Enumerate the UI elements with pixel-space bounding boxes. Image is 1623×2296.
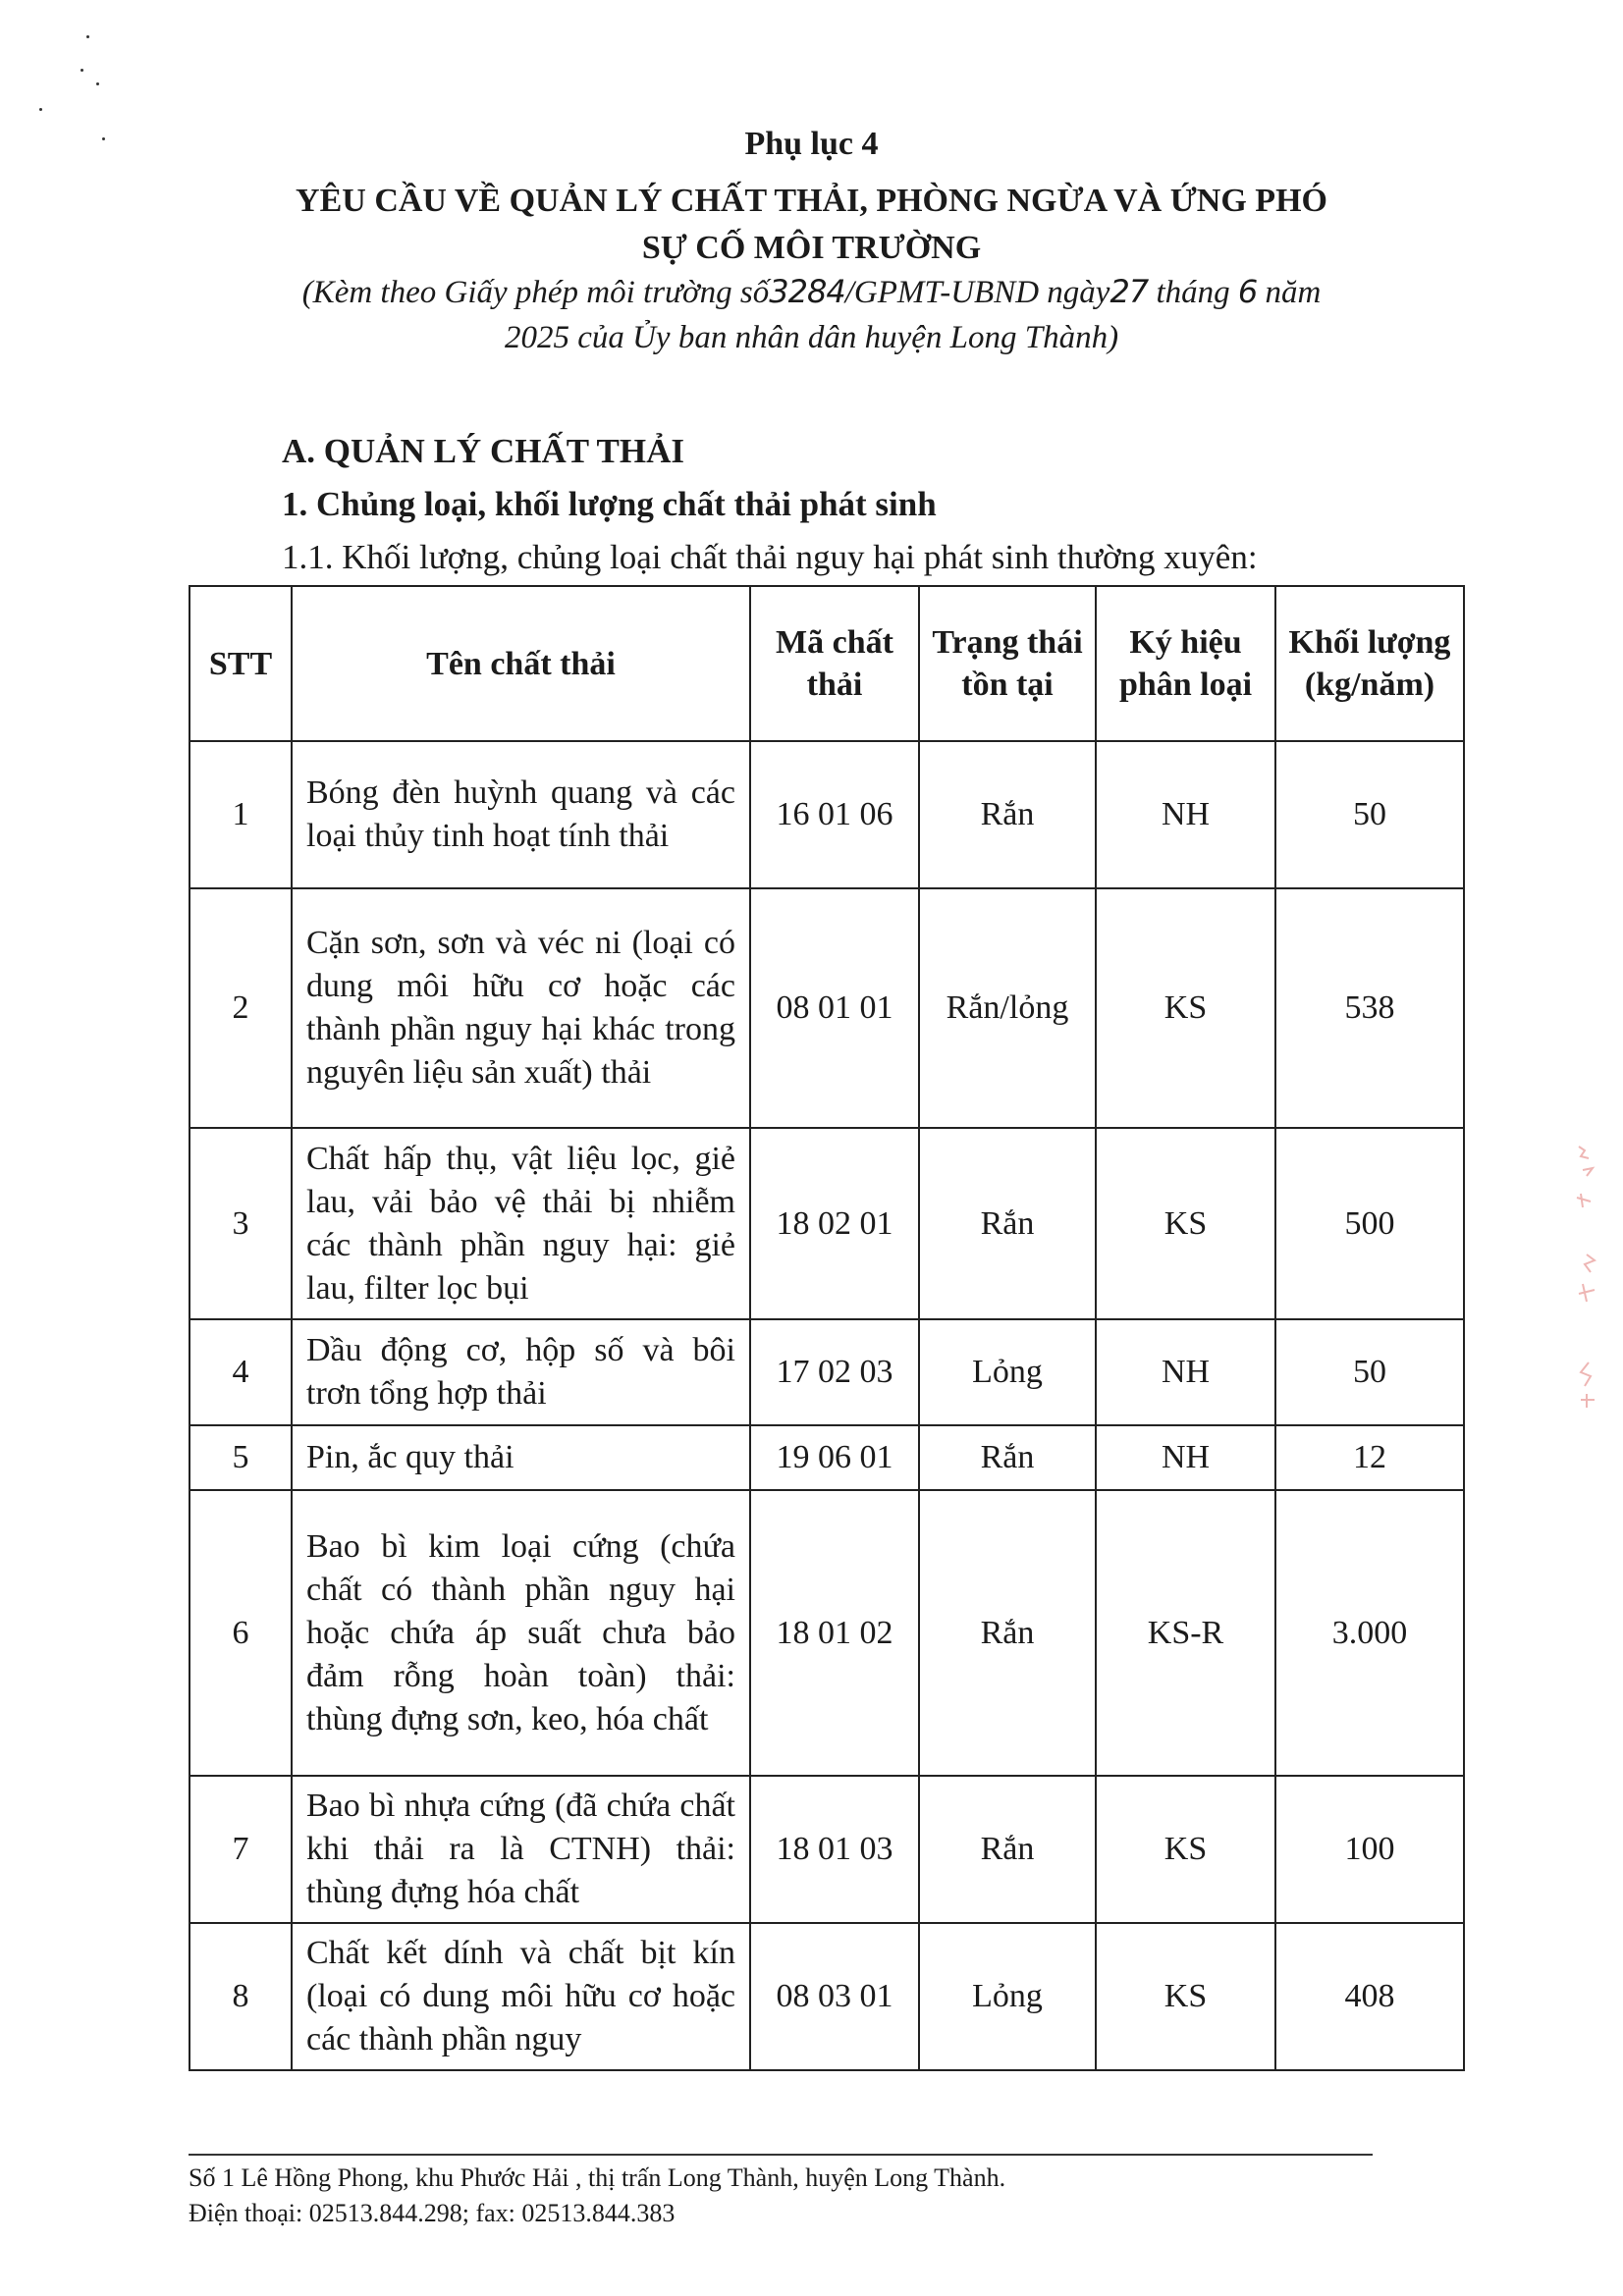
document-title-line1: YÊU CẦU VỀ QUẢN LÝ CHẤT THẢI, PHÒNG NGỪA VÀ ỨNG PHÓ xyxy=(296,183,1327,219)
section-1-heading: 1. Chủng loại, khối lượng chất thải phát sinh xyxy=(282,485,937,523)
document-title-line2: SỰ CỐ MÔI TRƯỜNG xyxy=(641,230,982,266)
permit-reference-line2: 2025 của Ủy ban nhân dân huyện Long Thành) xyxy=(504,320,1119,355)
cell-waste-name: Bao bì kim loại cứng (chứa chất có thành phần nguy hại hoặc chứa áp suất chưa bảo đảm rỗng hoàn toàn) thải: thùng đựng sơn, keo, hóa chất xyxy=(292,1490,750,1776)
header-classification-symbol: Ký hiệu phân loại xyxy=(1096,586,1275,741)
footer-divider xyxy=(189,2154,1373,2156)
cell-mass: 50 xyxy=(1275,741,1464,888)
cell-waste-code: 17 02 03 xyxy=(750,1319,919,1425)
cell-waste-code: 08 03 01 xyxy=(750,1923,919,2070)
cell-waste-name: Bóng đèn huỳnh quang và các loại thủy tinh hoạt tính thải xyxy=(292,741,750,888)
cell-state: Rắn xyxy=(919,1425,1096,1490)
cell-state: Lỏng xyxy=(919,1319,1096,1425)
table-row xyxy=(189,1776,1464,1923)
cell-waste-code: 18 01 03 xyxy=(750,1776,919,1923)
cell-waste-name: Cặn sơn, sơn và véc ni (loại có dung môi hữu cơ hoặc các thành phần nguy hại khác trong nguyên liệu sản xuất) thải xyxy=(292,888,750,1128)
cell-mass: 50 xyxy=(1275,1319,1464,1425)
cell-state: Rắn/lỏng xyxy=(919,888,1096,1128)
footer-address: Số 1 Lê Hồng Phong, khu Phước Hải , thị trấn Long Thành, huyện Long Thành. xyxy=(189,2163,1006,2192)
cell-mass: 500 xyxy=(1275,1128,1464,1319)
cell-mass: 12 xyxy=(1275,1425,1464,1490)
table-row xyxy=(189,888,1464,1128)
cell-stt: 8 xyxy=(189,1923,292,2070)
cell-state: Lỏng xyxy=(919,1923,1096,2070)
cell-symbol: KS xyxy=(1096,888,1275,1128)
cell-symbol: KS xyxy=(1096,1776,1275,1923)
cell-stt: 5 xyxy=(189,1425,292,1490)
cell-waste-name: Chất kết dính và chất bịt kín (loại có dung môi hữu cơ hoặc các thành phần nguy xyxy=(292,1923,750,2070)
cell-stt: 7 xyxy=(189,1776,292,1923)
cell-waste-name: Bao bì nhựa cứng (đã chứa chất khi thải ra là CTNH) thải: thùng đựng hóa chất xyxy=(292,1776,750,1923)
cell-state: Rắn xyxy=(919,1776,1096,1923)
permit-reference-line1: (Kèm theo Giấy phép môi trường số3284/GPMT-UBND ngày27 tháng 6 năm xyxy=(301,273,1322,310)
hazardous-waste-table xyxy=(189,585,1465,2071)
cell-waste-code: 18 02 01 xyxy=(750,1128,919,1319)
cell-symbol: KS xyxy=(1096,1923,1275,2070)
cell-waste-name: Dầu động cơ, hộp số và bôi trơn tổng hợp thải xyxy=(292,1319,750,1425)
appendix-label: Phụ lục 4 xyxy=(744,126,879,162)
cell-waste-code: 16 01 06 xyxy=(750,741,919,888)
table-row xyxy=(189,1128,1464,1319)
table-row xyxy=(189,1490,1464,1776)
table-row xyxy=(189,1319,1464,1425)
cell-symbol: NH xyxy=(1096,1425,1275,1490)
header-stt: STT xyxy=(189,586,292,741)
cell-state: Rắn xyxy=(919,741,1096,888)
cell-symbol: NH xyxy=(1096,1319,1275,1425)
cell-waste-name: Pin, ắc quy thải xyxy=(292,1425,750,1490)
cell-stt: 3 xyxy=(189,1128,292,1319)
cell-stt: 4 xyxy=(189,1319,292,1425)
cell-symbol: NH xyxy=(1096,741,1275,888)
cell-stt: 6 xyxy=(189,1490,292,1776)
cell-state: Rắn xyxy=(919,1128,1096,1319)
cell-stt: 2 xyxy=(189,888,292,1128)
cell-waste-name: Chất hấp thụ, vật liệu lọc, giẻ lau, vải bảo vệ thải bị nhiễm các thành phần nguy hại: giẻ lau, filter lọc bụi xyxy=(292,1128,750,1319)
section-a-heading: A. QUẢN LÝ CHẤT THẢI xyxy=(282,432,685,470)
cell-symbol: KS xyxy=(1096,1128,1275,1319)
stamp-mark xyxy=(1569,1137,1608,1421)
cell-symbol: KS-R xyxy=(1096,1490,1275,1776)
cell-mass: 538 xyxy=(1275,888,1464,1128)
header-waste-code: Mã chất thải xyxy=(750,586,919,741)
cell-mass: 408 xyxy=(1275,1923,1464,2070)
cell-mass: 100 xyxy=(1275,1776,1464,1923)
footer-phone: Điện thoại: 02513.844.298; fax: 02513.844.383 xyxy=(189,2199,676,2227)
cell-stt: 1 xyxy=(189,741,292,888)
table-row xyxy=(189,741,1464,888)
header-waste-name: Tên chất thải xyxy=(292,586,750,741)
header-mass: Khối lượng (kg/năm) xyxy=(1275,586,1464,741)
cell-waste-code: 08 01 01 xyxy=(750,888,919,1128)
section-1-1-heading: 1.1. Khối lượng, chủng loại chất thải nguy hại phát sinh thường xuyên: xyxy=(282,538,1258,576)
cell-state: Rắn xyxy=(919,1490,1096,1776)
table-row xyxy=(189,1923,1464,2070)
table-header-row xyxy=(189,586,1464,741)
cell-waste-code: 19 06 01 xyxy=(750,1425,919,1490)
cell-mass: 3.000 xyxy=(1275,1490,1464,1776)
handwritten-day: 27 xyxy=(1109,273,1149,310)
handwritten-month: 6 xyxy=(1237,273,1258,310)
table-row xyxy=(189,1425,1464,1490)
handwritten-permit-number: 3284 xyxy=(769,273,845,310)
header-state: Trạng thái tồn tại xyxy=(919,586,1096,741)
cell-waste-code: 18 01 02 xyxy=(750,1490,919,1776)
